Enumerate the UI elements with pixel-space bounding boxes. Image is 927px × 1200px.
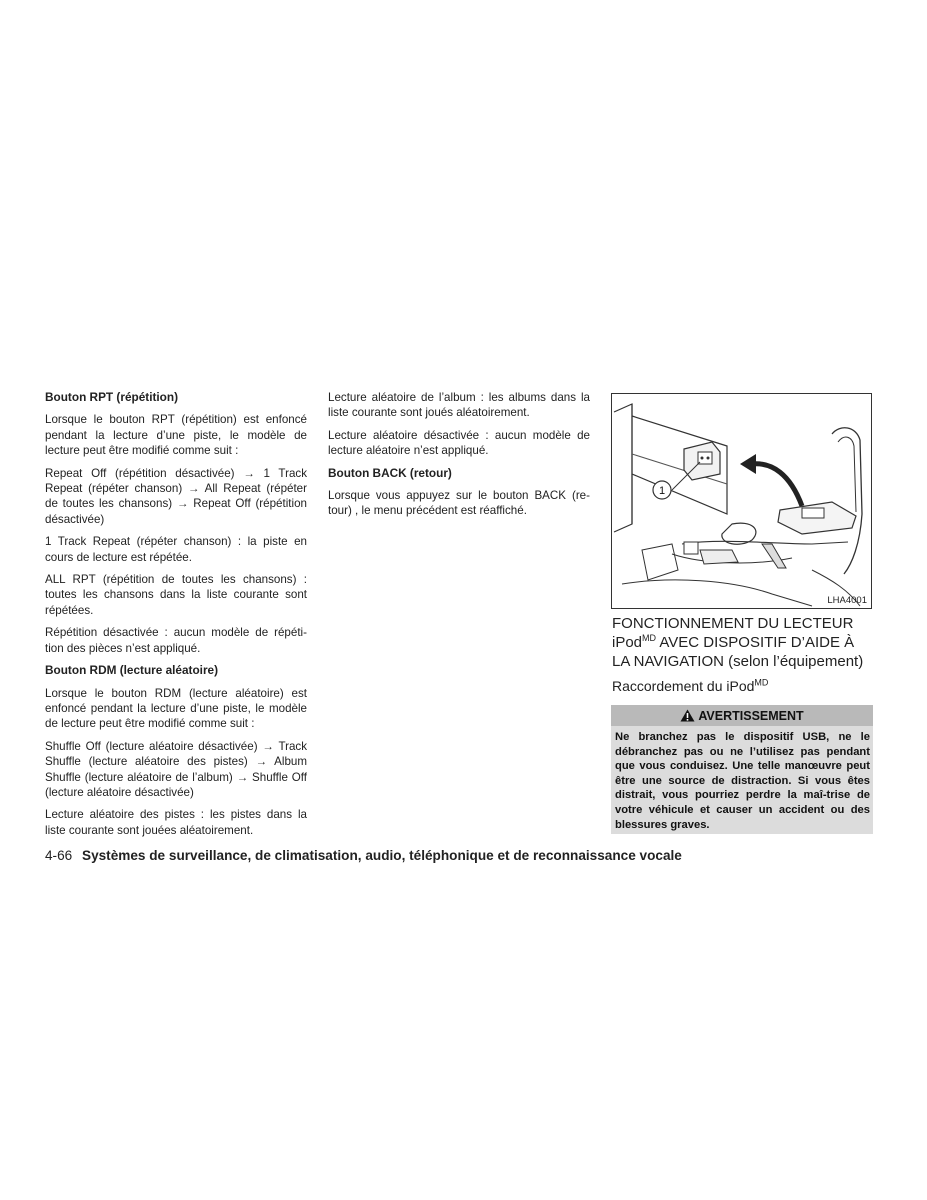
rpt-off: Répétition désactivée : aucun modèle de répéti-tion des pièces n’est appliqué. xyxy=(45,626,307,655)
section-title-md: MD xyxy=(642,633,657,643)
back-description: Lorsque vous appuyez sur le bouton BACK (re-tour) , le menu précédent est réaffiché. xyxy=(328,489,590,518)
callout-number: 1 xyxy=(658,485,666,497)
rdm-heading: Bouton RDM (lecture aléatoire) xyxy=(45,663,219,678)
rpt-all: ALL RPT (répétition de toutes les chansons) : toutes les chansons dans la liste courante sont répétées. xyxy=(45,573,307,617)
page-footer xyxy=(45,848,885,863)
console-usb-illustration xyxy=(611,393,872,609)
warning-header xyxy=(611,705,873,726)
chapter-title: Systèmes de surveillance, de climatisation, audio, téléphonique et de reconnaissance vocale xyxy=(82,848,682,863)
rdm-sequence: Shuffle Off (lecture aléatoire désactivée) → Track Shuffle (lecture aléatoire des pistes) → Album Shuffle (lecture aléatoire de l’album) → Shuffle Off (lecture aléatoire désactivée) xyxy=(45,739,307,799)
back-heading: Bouton BACK (retour) xyxy=(328,465,452,480)
warning-text: Ne branchez pas le dispositif USB, ne le débranchez pas ou ne l’utilisez pas pendant que vous conduisez. Une telle manœuvre peut être une source de distraction. Si vous êtes distrait, vous pourriez perdre la maî-trise de votre véhicule et causer un accident ou des blessures graves. xyxy=(615,731,870,831)
rpt-one-track: 1 Track Repeat (répéter chanson) : la piste en cours de lecture est répétée. xyxy=(45,535,307,564)
page-number: 4-66 xyxy=(45,848,73,863)
rdm-tracks: Lecture aléatoire des pistes : les pistes dans la liste courante sont jouées aléatoirement. xyxy=(45,808,307,837)
section-title-line2: AVEC DISPOSITIF D’AIDE À xyxy=(656,634,855,651)
warning-icon xyxy=(680,709,695,722)
section-title xyxy=(612,614,877,671)
subsection-title xyxy=(612,677,877,695)
section-title-line1: FONCTIONNEMENT DU LECTEUR xyxy=(612,615,854,632)
warning-box xyxy=(611,705,873,834)
rpt-sequence: Repeat Off (répétition désactivée) → 1 Track Repeat (répéter chanson) → All Repeat (répéter de toutes les chansons) → Repeat Off (répétition désactivée) xyxy=(45,466,307,526)
figure-code: LHA4001 xyxy=(827,595,867,606)
rpt-heading: Bouton RPT (répétition) xyxy=(45,390,179,404)
subsection-md: MD xyxy=(754,677,769,688)
middle-column xyxy=(328,390,590,526)
section-title-line3: LA NAVIGATION (selon l’équipement) xyxy=(612,653,864,670)
rdm-intro: Lorsque le bouton RDM (lecture aléatoire) est enfoncé pendant la lecture d’une piste, le modèle de lecture peut être modifié comme suit : xyxy=(45,686,307,731)
section-title-ipod: iPod xyxy=(612,634,643,651)
console-drawing xyxy=(612,394,871,608)
left-column xyxy=(45,390,307,845)
warning-heading: AVERTISSEMENT xyxy=(698,708,804,723)
subsection-text: Raccordement du iPod xyxy=(612,678,755,694)
rdm-album: Lecture aléatoire de l’album : les albums dans la liste courante sont joués aléatoirement. xyxy=(328,391,590,420)
rpt-intro: Lorsque le bouton RPT (répétition) est enfoncé pendant la lecture d’une piste, le modèle de lecture peut être modifié comme suit : xyxy=(45,413,307,458)
rdm-off: Lecture aléatoire désactivée : aucun modèle de lecture aléatoire n’est appliqué. xyxy=(328,428,590,458)
